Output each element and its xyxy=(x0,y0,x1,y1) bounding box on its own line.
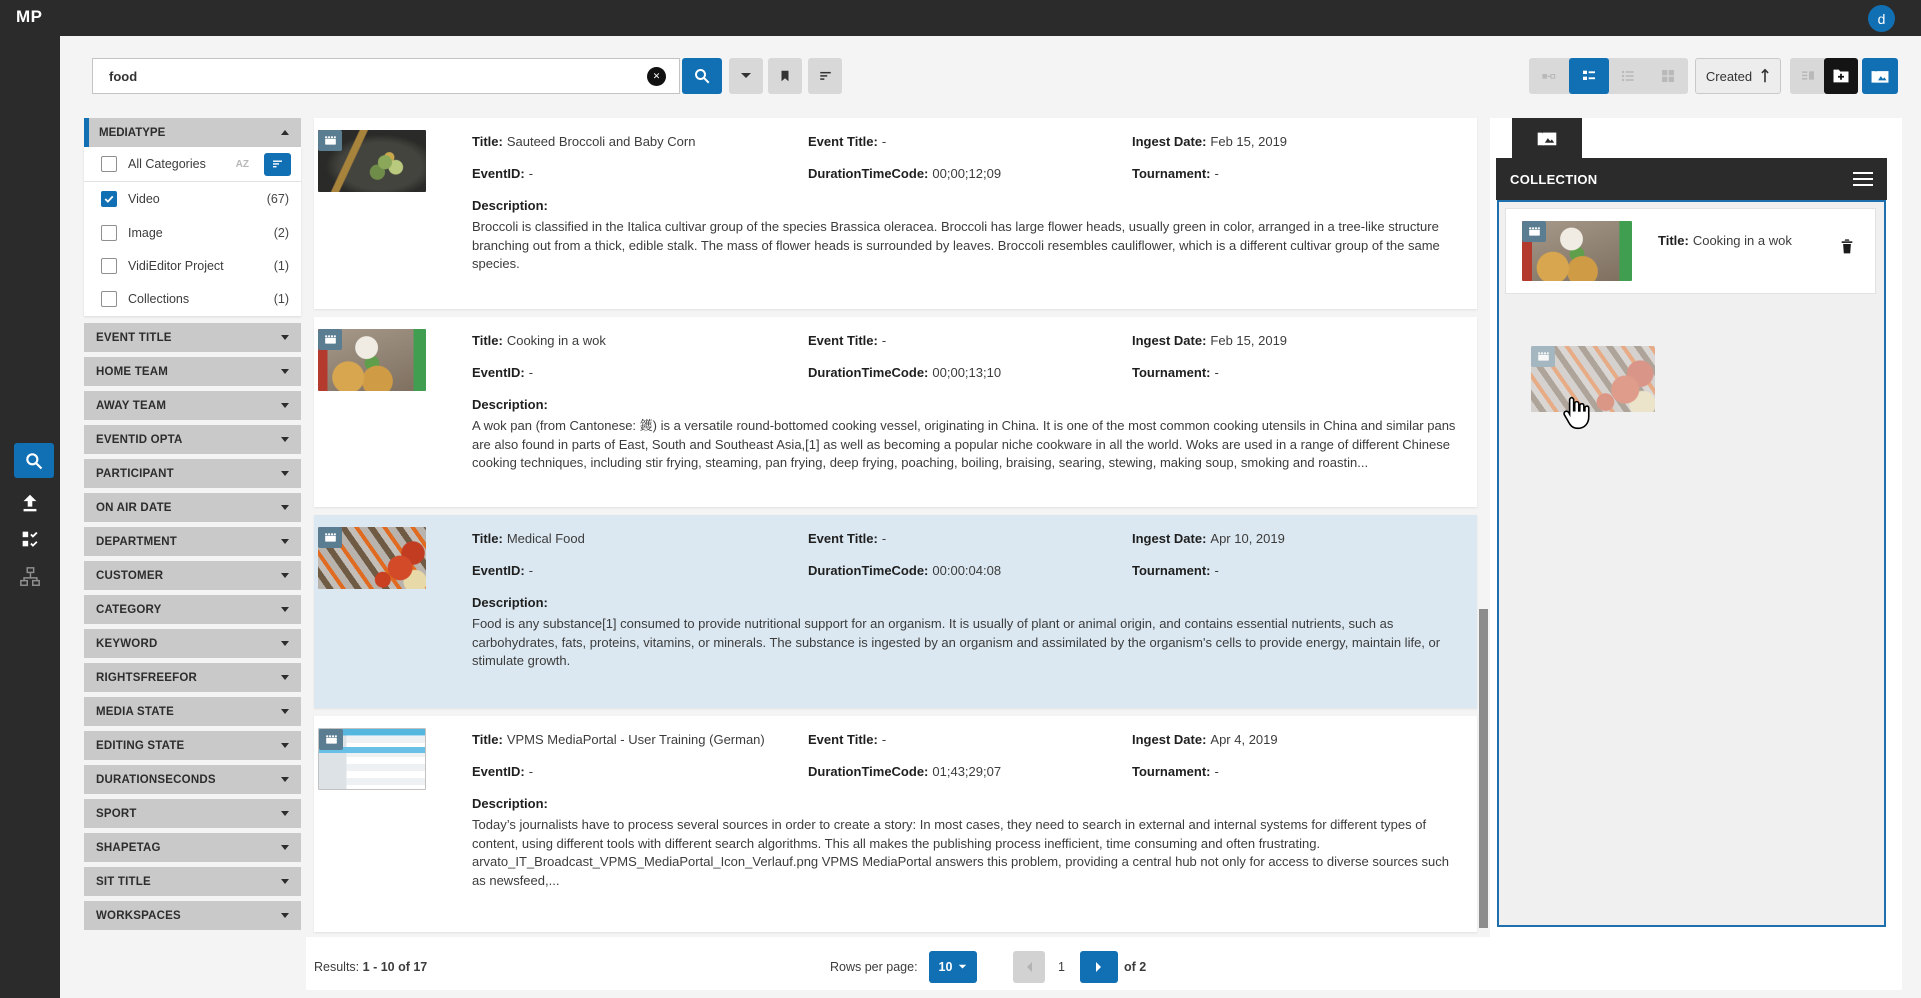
sort-by-count-button[interactable] xyxy=(264,153,291,176)
search-icon xyxy=(693,67,711,85)
collection-item[interactable]: Title: Cooking in a wok xyxy=(1505,208,1876,294)
filter-button[interactable] xyxy=(808,58,842,94)
result-thumbnail[interactable] xyxy=(318,527,426,589)
facet-option-label: Image xyxy=(128,225,163,240)
sort-amount-icon xyxy=(271,158,284,170)
chevron-down-icon xyxy=(281,845,289,850)
checkbox-collections[interactable] xyxy=(101,291,117,307)
rows-per-page-select[interactable]: 10 xyxy=(929,951,977,983)
sort-alpha-icon[interactable]: AZ xyxy=(235,158,249,170)
facet-department[interactable]: DEPARTMENT xyxy=(84,527,301,556)
checkbox-video-checked[interactable] xyxy=(101,191,117,207)
chevron-down-icon xyxy=(281,573,289,578)
left-nav-rail xyxy=(0,36,60,998)
result-description: A wok pan (from Cantonese: 鑊) is a versatile round-bottomed cooking vessel, originating in China. It is one of the most common cooking utensils in China and similar pans are also found in parts of East, South and Southeast Asia,[1] as well as becoming a popular niche cookware in all the world. Woks are used in a range of different Chinese cooking techniques, including stir frying, steaming, pan frying, deep frying, poaching, boiling, braising, searing, stewing, making soup, smoking and roastin... xyxy=(472,418,1456,470)
facet-option-label: All Categories xyxy=(128,157,206,171)
search-button[interactable] xyxy=(682,58,722,94)
facet-category[interactable]: CATEGORY xyxy=(84,595,301,624)
facet-away-team[interactable]: AWAY TEAM xyxy=(84,391,301,420)
facet-option-image[interactable] xyxy=(84,216,301,249)
result-thumbnail[interactable] xyxy=(318,728,426,790)
result-description: Broccoli is classified in the Italica cultivar group of the species Brassica oleracea. Broccoli has large flower heads, usually green in color, arranged in a tree-like structure branching out from a thick, edible stalk. The mass of flower heads is surrounded by leaves. Broccoli resembles cauliflower, which is a different cultivar group of the same species. xyxy=(472,219,1440,271)
facet-option-count: (67) xyxy=(266,191,289,206)
chevron-down-icon xyxy=(281,539,289,544)
facet-option-count: (2) xyxy=(273,225,289,240)
facet-option-vidieditor-project[interactable] xyxy=(84,249,301,282)
collection-drop-zone[interactable] xyxy=(1497,200,1886,927)
result-thumbnail[interactable] xyxy=(318,130,426,192)
total-pages-label: of 2 xyxy=(1124,960,1147,974)
chevron-down-icon xyxy=(281,743,289,748)
chevron-down-icon xyxy=(281,777,289,782)
chevron-down-icon xyxy=(281,369,289,374)
folder-plus-icon xyxy=(1832,68,1850,84)
side-panel-icon xyxy=(1799,68,1817,84)
dragged-thumbnail[interactable] xyxy=(1531,346,1655,412)
bookmark-icon xyxy=(778,68,792,84)
result-title: VPMS MediaPortal - User Training (German) xyxy=(506,732,765,747)
sort-ascending-arrow-icon xyxy=(1760,68,1770,84)
facet-eventid-opta[interactable]: EVENTID OPTA xyxy=(84,425,301,454)
facet-sit-title[interactable]: SIT TITLE xyxy=(84,867,301,896)
facet-editing-state[interactable]: EDITING STATE xyxy=(84,731,301,760)
facet-title: MEDIATYPE xyxy=(99,126,166,139)
trash-icon xyxy=(1839,237,1855,255)
chevron-down-icon xyxy=(281,505,289,510)
collection-item-thumbnail[interactable] xyxy=(1522,221,1632,281)
video-badge-icon xyxy=(318,527,342,548)
detail-list-view-icon xyxy=(1580,68,1598,84)
collection-images-icon xyxy=(1536,129,1558,148)
facet-participant[interactable]: PARTICIPANT xyxy=(84,459,301,488)
facet-home-team[interactable]: HOME TEAM xyxy=(84,357,301,386)
chevron-down-icon xyxy=(281,607,289,612)
result-thumbnail[interactable] xyxy=(318,329,426,391)
facet-mediatype-panel xyxy=(84,147,301,316)
facet-option-count: (1) xyxy=(273,258,289,273)
chevron-right-icon xyxy=(1095,961,1103,973)
clear-search-icon[interactable]: ✕ xyxy=(647,67,666,86)
view-list-button[interactable] xyxy=(1609,58,1649,94)
facet-mediatype-header[interactable] xyxy=(84,118,301,147)
facet-workspaces[interactable]: WORKSPACES xyxy=(84,901,301,930)
nav-workflow-icon[interactable] xyxy=(0,566,60,588)
user-avatar[interactable]: d xyxy=(1868,5,1895,32)
nav-search-icon[interactable] xyxy=(14,443,54,478)
result-title: Medical Food xyxy=(506,531,585,546)
chevron-down-icon xyxy=(281,811,289,816)
previous-page-button[interactable] xyxy=(1013,951,1045,983)
grid-view-icon xyxy=(1660,68,1676,84)
facet-shapetag[interactable]: SHAPETAG xyxy=(84,833,301,862)
result-row[interactable]: Title: Cooking in a wok Event Title: - Ingest Date: Feb 15, 2019 EventID: - DurationTimeCode: 00;00;13;10 Tournament: - Description: A wok pan (from Cantonese: 鑊) is a versatile round-bottomed cooking vessel, originating in China. It is one of the most common cooking utensils in China and similar pans are also found in parts of East, South and Southeast Asia,[1] as well as becoming a popular niche cookware in all the world. Woks are used in a range of different Chinese cooking techniques, including stir frying, steaming, pan frying, deep frying, poaching, boiling, braising, searing, stewing, making soup, smoking and roastin... xyxy=(314,317,1477,507)
add-to-folder-button[interactable] xyxy=(1824,58,1858,94)
video-badge-icon xyxy=(1522,221,1546,242)
chevron-up-icon xyxy=(281,130,289,135)
view-compare-button[interactable] xyxy=(1529,58,1569,94)
result-title: Sauteed Broccoli and Baby Corn xyxy=(506,134,696,149)
current-page-number: 1 xyxy=(1058,960,1065,974)
result-row-selected[interactable]: Title: Medical Food Event Title: - Ingest Date: Apr 10, 2019 EventID: - DurationTimeCode: 00:00:04:08 Tournament: - Description: Food is any substance[1] consumed to provide nutritional support for an organism. It is usually of plant or animal origin, and contains essential nutrients, such as carbohydrates, fats, proteins, vitamins, or minerals. The substance is ingested by an organism and assimilated by the organism's cells to provide energy, maintain life, or stimulate growth. xyxy=(314,515,1477,708)
metadata-panel-button[interactable] xyxy=(1790,58,1826,94)
sort-button[interactable] xyxy=(1695,58,1781,94)
chevron-down-icon xyxy=(958,964,967,970)
facet-keyword[interactable]: KEYWORD xyxy=(84,629,301,658)
chevron-down-icon xyxy=(281,675,289,680)
nav-tasks-icon[interactable] xyxy=(0,528,60,550)
chevron-left-icon xyxy=(1025,961,1033,973)
collection-panel-toggle-button[interactable] xyxy=(1862,58,1898,94)
result-description: Today’s journalists have to process several sources in order to create a story: In most cases, they need to search in external and internal systems for different types of content, using different tools with different search algorithms. This all makes the publishing process inefficient, time consuming and often frustrating. arvato_IT_Broadcast_VPMS_MediaPortal_Icon_Verlauf.png VPMS MediaPortal answers this problem, providing a central hub not only for access to diverse sources such as newsfeed,... xyxy=(472,817,1449,888)
top-bar xyxy=(0,0,1921,36)
chevron-down-icon xyxy=(281,403,289,408)
collection-title: COLLECTION xyxy=(1510,171,1598,187)
facet-option-label: Video xyxy=(128,191,160,206)
collection-header xyxy=(1496,158,1887,200)
results-count: Results: 1 - 10 of 17 xyxy=(314,960,428,974)
video-badge-icon xyxy=(319,729,343,750)
checkbox-image[interactable] xyxy=(101,225,117,241)
rows-per-page-label: Rows per page: xyxy=(830,960,918,974)
next-page-button[interactable] xyxy=(1080,951,1118,983)
facet-option-label: Collections xyxy=(128,291,190,306)
collection-images-icon xyxy=(1870,68,1890,85)
facet-event-title[interactable]: EVENT TITLE xyxy=(84,323,301,352)
view-grid-button[interactable] xyxy=(1648,58,1688,94)
collection-tab[interactable] xyxy=(1512,118,1582,158)
facet-option-count: (1) xyxy=(273,291,289,306)
app-logo: MP xyxy=(16,7,43,26)
facet-durationseconds[interactable]: DURATIONSECONDS xyxy=(84,765,301,794)
facet-option-all-categories[interactable] xyxy=(84,147,301,182)
view-detail-list-button[interactable] xyxy=(1569,58,1609,94)
chevron-down-icon xyxy=(281,913,289,918)
filter-lines-icon xyxy=(818,69,833,83)
video-badge-icon xyxy=(318,130,342,151)
facet-customer[interactable]: CUSTOMER xyxy=(84,561,301,590)
facet-option-video[interactable] xyxy=(84,182,301,215)
facet-option-label: VidiEditor Project xyxy=(128,258,224,273)
compare-view-icon xyxy=(1540,68,1558,84)
search-options-dropdown-button[interactable] xyxy=(729,58,763,94)
chevron-down-icon xyxy=(281,335,289,340)
facet-option-collections[interactable] xyxy=(84,282,301,315)
result-description: Food is any substance[1] consumed to provide nutritional support for an organism. It is usually of plant or animal origin, and contains essential nutrients, such as carbohydrates, fats, proteins, vitamins, or minerals. The substance is ingested by an organism and assimilated by the organism's cells to provide energy, maintain life, or stimulate growth. xyxy=(472,616,1441,668)
chevron-down-icon xyxy=(281,471,289,476)
chevron-down-icon xyxy=(281,437,289,442)
facet-rightsfreefor[interactable]: RIGHTSFREEFOR xyxy=(84,663,301,692)
chevron-down-icon xyxy=(281,709,289,714)
search-input[interactable] xyxy=(92,58,680,94)
nav-upload-icon[interactable] xyxy=(0,492,60,514)
result-title: Cooking in a wok xyxy=(506,333,606,348)
video-badge-icon xyxy=(1531,346,1555,367)
collection-item-title: Cooking in a wok xyxy=(1692,233,1792,248)
video-badge-icon xyxy=(318,329,342,350)
result-row[interactable]: Title: Sauteed Broccoli and Baby Corn Event Title: - Ingest Date: Feb 15, 2019 EventID: - DurationTimeCode: 00;00;12;09 Tournament: - Description: Broccoli is classified in the Italica cultivar group of the species Brassica oleracea. Broccoli has large flower heads, usually green in color, arranged in a tree-like structure branching out from a thick, edible stalk. The mass of flower heads is surrounded by leaves. Broccoli resembles cauliflower, which is a different cultivar group of the same species. xyxy=(314,118,1477,309)
checkbox-all-categories[interactable] xyxy=(101,156,117,172)
sort-label: Created xyxy=(1705,68,1753,84)
facet-on-air-date[interactable]: ON AIR DATE xyxy=(84,493,301,522)
checkbox-vidieditor-project[interactable] xyxy=(101,258,117,274)
result-row[interactable]: Title: VPMS MediaPortal - User Training (German) Event Title: - Ingest Date: Apr 4, 2019 EventID: - DurationTimeCode: 01;43;29;07 Tournament: - Description: Today’s journalists have to process several sources in order to create a story: In most cases, they need to search in external and internal systems for different types of content, using different tools with different search algorithms. This all makes the publishing process inefficient, time consuming and often frustrating. arvato_IT_Broadcast_VPMS_MediaPortal_Icon_Verlauf.png VPMS MediaPortal answers this problem, providing a central hub not only for access to diverse sources such as newsfeed,... xyxy=(314,716,1477,932)
results-scrollbar[interactable] xyxy=(1479,609,1488,928)
chevron-down-icon xyxy=(281,641,289,646)
list-view-icon xyxy=(1619,68,1637,84)
delete-item-button[interactable] xyxy=(1839,237,1855,255)
drag-hand-cursor-icon xyxy=(1562,396,1590,430)
facet-media-state[interactable]: MEDIA STATE xyxy=(84,697,301,726)
saved-searches-button[interactable] xyxy=(768,58,802,94)
chevron-down-icon xyxy=(281,879,289,884)
collection-menu-button[interactable] xyxy=(1853,168,1873,190)
view-mode-group xyxy=(1529,58,1688,94)
facet-sport[interactable]: SPORT xyxy=(84,799,301,828)
chevron-down-icon xyxy=(740,72,752,80)
